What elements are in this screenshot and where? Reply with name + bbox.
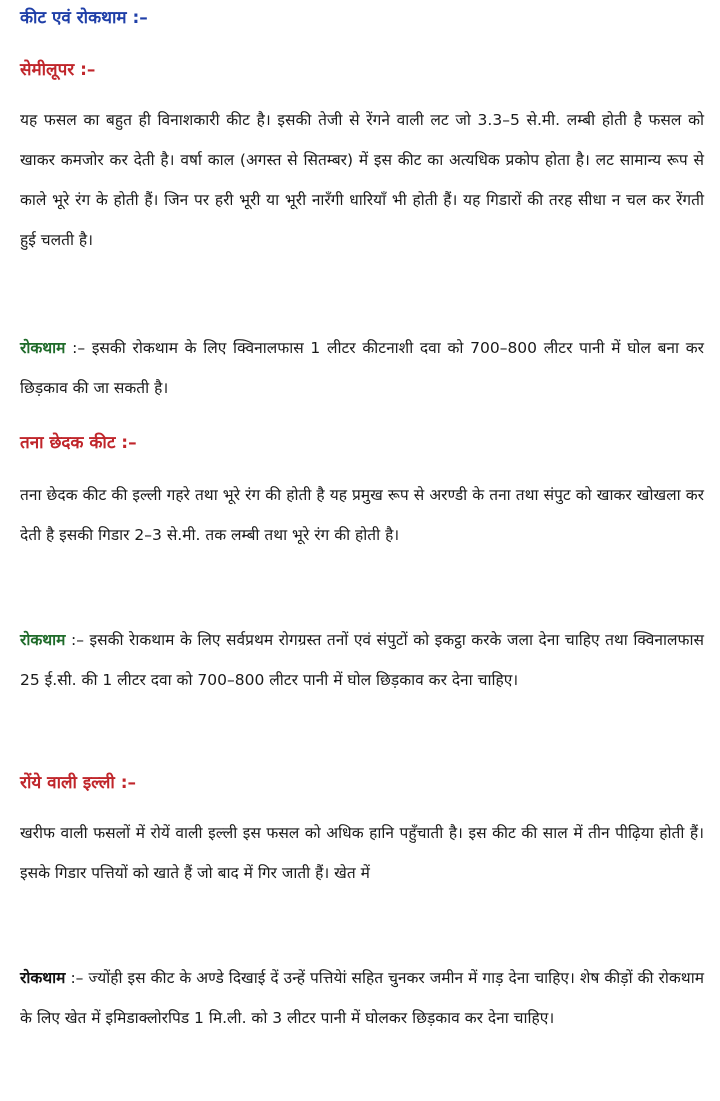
control-paragraph-stem-borer [20,620,704,700]
main-heading: कीट एवं रोकथाम :– [20,8,148,28]
section-heading-semilooper: सेमीलूपर :– [20,60,96,80]
control-text: :– इसकी रेाकथाम के लिए सर्वप्रथम रोगग्रस्त तनों एवं संपुटों को इकट्ठा करके जला देना चाहिए तथा क्विनालफास 25 ई.सी. की 1 लीटर दवा को 700–800 लीटर पानी में घोल छिड़काव कर देना चाहिए। [20,631,704,689]
control-paragraph-hairy-caterpillar [20,958,704,1038]
control-text: :– ज्योंही इस कीट के अण्डे दिखाई दें उन्हें पत्तियेां सहित चुनकर जमीन में गाड़ देना चाहिए। शेष कीड़ों की रोकथाम के लिए खेत में इमिडाक्लोरपिड 1 मि.ली. को 3 लीटर पानी में घोलकर छिड़काव कर देना चाहिए। [20,969,704,1027]
control-paragraph-semilooper [20,328,704,408]
section-description-hairy-caterpillar: खरीफ वाली फसलों में रोयें वाली इल्ली इस फसल को अधिक हानि पहुँचाती है। इस कीट की साल में तीन पीढ़िया होती हैं। इसके गिडार पत्तियों को खाते हैं जो बाद में गिर जाती हैं। खेत में [20,824,704,882]
control-label: रोकथाम [20,969,66,987]
section-heading-stem-borer: तना छेदक कीट :– [20,433,137,453]
section-heading-hairy-caterpillar: रोंये वाली इल्ली :– [20,773,136,793]
section-description-stem-borer: तना छेदक कीट की इल्ली गहरे तथा भूरे रंग की होती है यह प्रमुख रूप से अरण्डी के तना तथा संपुट को खाकर खोखला कर देती है इसकी गिडार 2–3 से.मी. तक लम्बी तथा भूरे रंग की होती है। [20,486,704,544]
control-label: रोकथाम [20,339,66,357]
control-label: रोकथाम [20,631,66,649]
section-description-semilooper: यह फसल का बहुत ही विनाशकारी कीट है। इसकी तेजी से रेंगने वाली लट जो 3.3–5 से.मी. लम्बी होती है फसल को खाकर कमजोर कर देती है। वर्षा काल (अगस्त से सितम्बर) में इस कीट का अत्यधिक प्रकोप होता है। लट सामान्य रूप से काले भूरे रंग के होती हैं। जिन पर हरी भूरी या भूरी नारँगी धारियाँ भी होती हैं। यह गिडारों की तरह सीधा न चल कर रेंगती हुई चलती है। [20,111,704,249]
control-text: :– इसकी रोकथाम के लिए क्विनालफास 1 लीटर कीटनाशी दवा को 700–800 लीटर पानी में घोल बना कर छिड़काव की जा सकती है। [20,339,704,397]
